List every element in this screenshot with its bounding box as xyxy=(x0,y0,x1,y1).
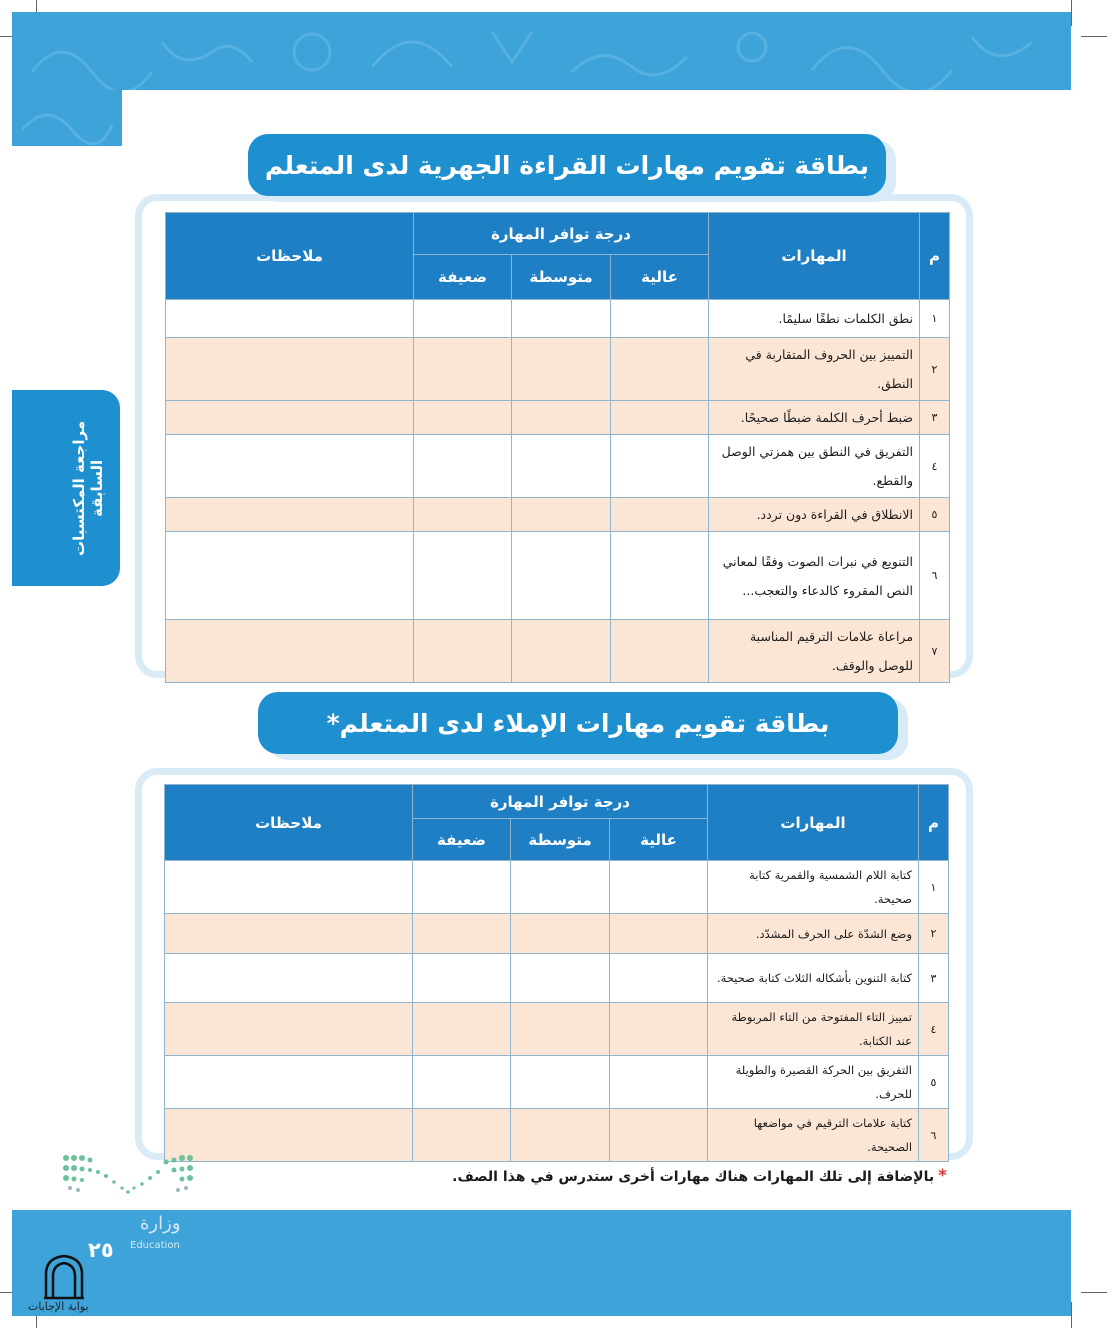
table-row xyxy=(165,1056,949,1109)
row-skill: تمييز التاء المفتوحة من التاء المربوطة عند الكتابة. xyxy=(708,1003,919,1056)
row-num: ٤ xyxy=(919,1003,949,1056)
crop-mark xyxy=(1081,36,1107,37)
table-row xyxy=(166,401,950,435)
rating-cell-high[interactable] xyxy=(610,954,708,1003)
rating-cell-high[interactable] xyxy=(610,1056,708,1109)
rating-cell-weak[interactable] xyxy=(413,1056,511,1109)
row-num: ٦ xyxy=(919,1109,949,1162)
ministry-name: وزارة xyxy=(140,1213,181,1234)
header-skills: المهارات xyxy=(708,785,919,861)
ministry-dots-logo-icon xyxy=(62,1152,202,1198)
rating-cell-weak[interactable] xyxy=(414,401,512,435)
header-medium: متوسطة xyxy=(512,255,611,300)
row-num: ٤ xyxy=(920,435,950,498)
rating-cell-medium[interactable] xyxy=(511,954,610,1003)
rating-cell-weak[interactable] xyxy=(413,861,511,914)
rating-cell-medium[interactable] xyxy=(512,498,611,532)
table-row xyxy=(165,861,949,914)
row-skill: كتابة اللام الشمسية والقمرية كتابة صحيحة. xyxy=(708,861,919,914)
rating-cell-weak[interactable] xyxy=(414,498,512,532)
row-num: ٥ xyxy=(920,498,950,532)
crop-mark xyxy=(1071,0,1072,26)
rating-cell-weak[interactable] xyxy=(414,532,512,620)
rating-cell-medium[interactable] xyxy=(512,300,611,338)
side-section-label: مراجعة المكتسبات السابقة xyxy=(70,420,106,556)
row-num: ٢ xyxy=(919,914,949,954)
header-weak: ضعيفة xyxy=(414,255,512,300)
notes-cell[interactable] xyxy=(166,338,414,401)
notes-cell[interactable] xyxy=(166,498,414,532)
row-num: ٥ xyxy=(919,1056,949,1109)
notes-cell[interactable] xyxy=(165,1056,413,1109)
footnote xyxy=(452,1166,947,1186)
header-high: عالية xyxy=(611,255,709,300)
header-medium: متوسطة xyxy=(511,819,610,861)
rating-cell-high[interactable] xyxy=(611,498,709,532)
rating-cell-high[interactable] xyxy=(611,435,709,498)
row-skill: مراعاة علامات الترقيم المناسبة للوصل والوقف. xyxy=(709,620,920,683)
notes-cell[interactable] xyxy=(166,620,414,683)
row-skill: ضبط أحرف الكلمة ضبطًا صحيحًا. xyxy=(709,401,920,435)
gate-arch-icon xyxy=(42,1254,86,1300)
rating-cell-high[interactable] xyxy=(610,1109,708,1162)
rating-cell-weak[interactable] xyxy=(413,914,511,954)
calligraphy-pattern-icon xyxy=(12,90,122,146)
rating-cell-medium[interactable] xyxy=(511,1109,610,1162)
header-high: عالية xyxy=(610,819,708,861)
row-num: ٧ xyxy=(920,620,950,683)
notes-cell[interactable] xyxy=(165,954,413,1003)
table-row xyxy=(166,532,950,620)
rating-cell-medium[interactable] xyxy=(511,1056,610,1109)
row-skill: وضع الشدّة على الحرف المشدّد. xyxy=(708,914,919,954)
row-num: ٦ xyxy=(920,532,950,620)
table-row xyxy=(165,1109,949,1162)
rating-cell-high[interactable] xyxy=(611,620,709,683)
reading-skills-table xyxy=(165,212,950,683)
table-row xyxy=(166,435,950,498)
rating-cell-high[interactable] xyxy=(610,914,708,954)
notes-cell[interactable] xyxy=(166,300,414,338)
reading-card-title: بطاقة تقويم مهارات القراءة الجهرية لدى المتعلم xyxy=(264,150,870,180)
row-num: ٣ xyxy=(919,954,949,1003)
rating-cell-high[interactable] xyxy=(610,861,708,914)
notes-cell[interactable] xyxy=(166,435,414,498)
rating-cell-high[interactable] xyxy=(611,300,709,338)
rating-cell-medium[interactable] xyxy=(512,532,611,620)
notes-cell[interactable] xyxy=(165,861,413,914)
table-row xyxy=(165,914,949,954)
notes-cell[interactable] xyxy=(165,914,413,954)
notes-cell[interactable] xyxy=(166,401,414,435)
rating-cell-weak[interactable] xyxy=(413,1109,511,1162)
row-num: ١ xyxy=(920,300,950,338)
row-skill: كتابة التنوين بأشكاله الثلاث كتابة صحيحة. xyxy=(708,954,919,1003)
top-banner-extension xyxy=(12,90,122,146)
table-row xyxy=(165,1003,949,1056)
rating-cell-weak[interactable] xyxy=(414,435,512,498)
rating-cell-weak[interactable] xyxy=(414,620,512,683)
rating-cell-high[interactable] xyxy=(610,1003,708,1056)
header-num: م xyxy=(920,213,950,300)
dictation-card-title-pill xyxy=(258,692,898,754)
rating-cell-medium[interactable] xyxy=(511,1003,610,1056)
dictation-card-title: بطاقة تقويم مهارات الإملاء لدى المتعلم* xyxy=(326,708,830,738)
rating-cell-high[interactable] xyxy=(611,338,709,401)
top-banner xyxy=(12,12,1071,90)
row-skill: كتابة علامات الترقيم في مواضعها الصحيحة. xyxy=(708,1109,919,1162)
row-skill: التنويع في نبرات الصوت وفقًا لمعاني النص المقروء كالدعاء والتعجب... xyxy=(709,532,920,620)
table-row xyxy=(166,498,950,532)
rating-cell-high[interactable] xyxy=(611,532,709,620)
notes-cell[interactable] xyxy=(165,1003,413,1056)
rating-cell-medium[interactable] xyxy=(512,338,611,401)
header-skills: المهارات xyxy=(709,213,920,300)
dictation-skills-table xyxy=(164,784,949,1162)
row-num: ٢ xyxy=(920,338,950,401)
table-row xyxy=(166,300,950,338)
header-num: م xyxy=(919,785,949,861)
notes-cell[interactable] xyxy=(166,532,414,620)
reading-card-title-pill xyxy=(248,134,886,196)
rating-cell-high[interactable] xyxy=(611,401,709,435)
row-skill: التفريق بين الحركة القصيرة والطويلة للحرف. xyxy=(708,1056,919,1109)
crop-mark xyxy=(1081,1292,1107,1293)
ministry-name-en: Education xyxy=(130,1240,180,1251)
table-row xyxy=(165,954,949,1003)
table-row xyxy=(166,620,950,683)
row-skill: الانطلاق في القراءة دون تردد. xyxy=(709,498,920,532)
rating-cell-weak[interactable] xyxy=(414,300,512,338)
table-row xyxy=(166,338,950,401)
row-num: ٣ xyxy=(920,401,950,435)
row-skill: التفريق في النطق بين همزتي الوصل والقطع. xyxy=(709,435,920,498)
gate-label: بوابة الإجابات xyxy=(28,1300,89,1313)
header-notes: ملاحظات xyxy=(165,785,413,861)
row-num: ١ xyxy=(919,861,949,914)
header-notes: ملاحظات xyxy=(166,213,414,300)
rating-cell-weak[interactable] xyxy=(414,338,512,401)
footnote-text: بالإضافة إلى تلك المهارات هناك مهارات أخرى ستدرس في هذا الصف. xyxy=(452,1169,935,1185)
crop-mark xyxy=(1071,1302,1072,1328)
page-number: ٢٥ xyxy=(88,1238,114,1262)
calligraphy-pattern-icon xyxy=(12,12,1071,90)
header-weak: ضعيفة xyxy=(413,819,511,861)
rating-cell-medium[interactable] xyxy=(512,435,611,498)
row-skill: التمييز بين الحروف المتقاربة في النطق. xyxy=(709,338,920,401)
rating-cell-medium[interactable] xyxy=(512,620,611,683)
header-degree: درجة توافر المهارة xyxy=(413,785,708,819)
rating-cell-medium[interactable] xyxy=(511,861,610,914)
row-skill: نطق الكلمات نطقًا سليمًا. xyxy=(709,300,920,338)
header-degree: درجة توافر المهارة xyxy=(414,213,709,255)
footnote-star: * xyxy=(938,1166,947,1186)
rating-cell-medium[interactable] xyxy=(511,914,610,954)
rating-cell-weak[interactable] xyxy=(413,1003,511,1056)
rating-cell-weak[interactable] xyxy=(413,954,511,1003)
rating-cell-medium[interactable] xyxy=(512,401,611,435)
